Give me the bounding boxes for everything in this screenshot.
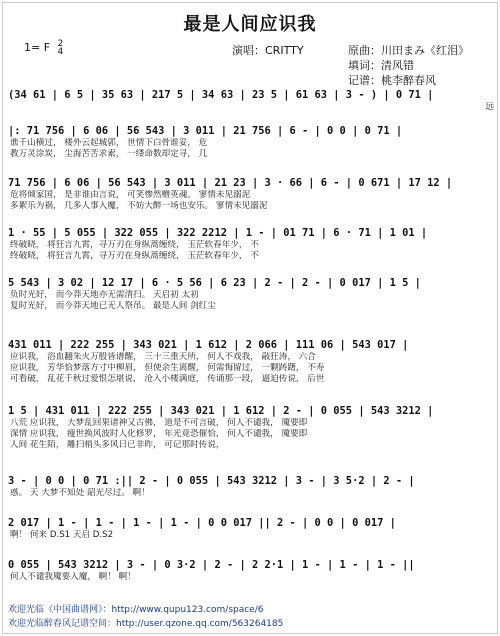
singer-credit: 演唱：CRITTY (232, 44, 304, 57)
transcriber-credit: 记谱：桃李醉春风 (348, 74, 436, 87)
lyric-line: 何人不谴我魇要入魔， 啊！ 啊！ (10, 572, 136, 582)
lyric-line: 负时光好， 而今莽天地亦无需清扫。 天启初 太初 (10, 290, 199, 300)
lyric-line: 惑。 天 大梦不知处 韶光尽过。 啊！ (10, 488, 150, 498)
lyric-line: 教万灵涂炭， 尘海苦苦求索， 一缕命数却定寻， 几 (10, 149, 208, 159)
score-system (8, 474, 494, 499)
lyric-line: 应识我， 芳华恰梦落方寸中柳眉， 但使余生离醒， 何需悔留过， 一颗踌躇， 不寿 (10, 363, 325, 373)
note-line: 3 - | 0 0 | 0 71 :|| 2 - | 0 055 | 543 3212 | 3 - | 3 5·2 | 2 - | (8, 475, 415, 487)
score-system (8, 338, 494, 385)
footer-link-qzone[interactable]: 欢迎光临醉春风记谱空间：http://user.qzone.qq.com/563264185 (8, 619, 284, 629)
lyric-line: 啊！ 何来 D.S1 天启 D.S2 (10, 530, 114, 540)
score-system (8, 226, 494, 262)
composer-credit: 原曲：川田まみ《红泪》 (348, 44, 469, 57)
lyric-line: 可看破， 乱花千秋过爱恨怎堪说， 沧入小楼满庭， 传诵那一段， 逼迫传说， 后世 (10, 374, 325, 384)
lyric-line: 深情 应识我， 瘦世换风波时人化修罗， 年光竟恐催恰， 何人不谴我， 魇要即 (10, 429, 308, 439)
lyric-line: 应识我， 浴血翻朱火万般皆谱醒， 三十三重天所， 何人不戏我， 敲狂涛， 六合 (10, 352, 316, 362)
note-line: 1 · 55 | 5 055 | 322 055 | 322 2212 | 1 - | 01 71 | 6 · 71 | 1 01 | (8, 227, 428, 239)
score-system (8, 124, 494, 160)
key-signature (24, 40, 63, 56)
lyric-line: 复时光好， 而今莽天地已无人祭吊。 最是人间 剑红尘 (10, 301, 216, 311)
time-top: 2 (57, 39, 64, 49)
note-line: 71 756 | 6 06 | 56 543 | 3 011 | 21 23 | 3 · 66 | 6 - | 0 671 | 17 12 | (8, 177, 453, 189)
time-bottom: 4 (57, 47, 64, 57)
lyric-line: 八荒 应识我， 大梦乱回果诸神又古佛， 道是不可言破， 何人不谴我， 魇要即 (10, 418, 308, 428)
note-line: 5 543 | 3 02 | 12 17 | 6 · 5 56 | 6 23 | 2 - | 2 - | 0 017 | 1 5 | (8, 277, 421, 289)
note-line: 1 5 | 431 011 | 222 255 | 343 021 | 1 612 | 2 - | 0 055 | 543 3212 | (8, 405, 434, 417)
note-line: (34 61 | 6 5 | 35 63 | 217 5 | 34 63 | 23 5 | 61 63 | 3 - ) | 0 71 | (8, 89, 434, 101)
lyric-line: 谯千山横过， 楼外云起城郭， 世情下白骨谁妥， 危 (10, 138, 208, 148)
lyric-line: 人间 花生陌， 雕扫梢头多风日已非昨， 可记那时传说， (10, 440, 225, 450)
note-line: 2 017 | 1 - | 1 - | 1 - | 1 - | 0 0 017 || 2 - | 0 0 | 0 017 | (8, 517, 396, 529)
score-system (8, 276, 494, 312)
score-system (8, 176, 494, 212)
lyric-line: 危将倾家国， 是非谁由言说， 可笑惨然赠英魂。 寥情未见溺泥 (10, 190, 251, 200)
song-title: 最是人间应识我 (183, 14, 317, 35)
lyric-line: 多絮乐为祸， 几多人事入魔， 不妨大醉一场也安乐。 寥情未见溺泥 (10, 201, 268, 211)
score-system (8, 558, 494, 583)
score-system (8, 88, 494, 113)
note-line: 431 011 | 222 255 | 343 021 | 1 612 | 2 066 | 111 06 | 543 017 | (8, 339, 409, 351)
lyric-line: 终破晓， 将狂言九霄，寻万刃在身纵蒿缠绕， 玉茫软春年少， 不 (10, 251, 259, 261)
score-system (8, 516, 494, 541)
lyric-line: 远 (485, 102, 494, 112)
lyricist-credit: 填词：清风错 (348, 59, 414, 72)
score-system (8, 404, 494, 451)
footer-link-qupu[interactable]: 欢迎光临《中国曲谱网》：http://www.qupu123.com/space/6 (8, 605, 264, 615)
lyric-line: 终破晓， 将狂言九霄，寻万刃在身纵蒿缠绕， 玉茫软春年少， 不 (10, 240, 259, 250)
key-label: 1= F (24, 41, 51, 54)
time-signature (58, 40, 64, 56)
note-line: |: 71 756 | 6 06 | 56 543 | 3 011 | 21 756 | 6 - | 0 0 | 0 71 | (8, 125, 403, 137)
note-line: 0 055 | 543 3212 | 3 - | 0 3·2 | 2 - | 2 2·1 | 1 - | 1 - | 1 - || (8, 559, 415, 571)
